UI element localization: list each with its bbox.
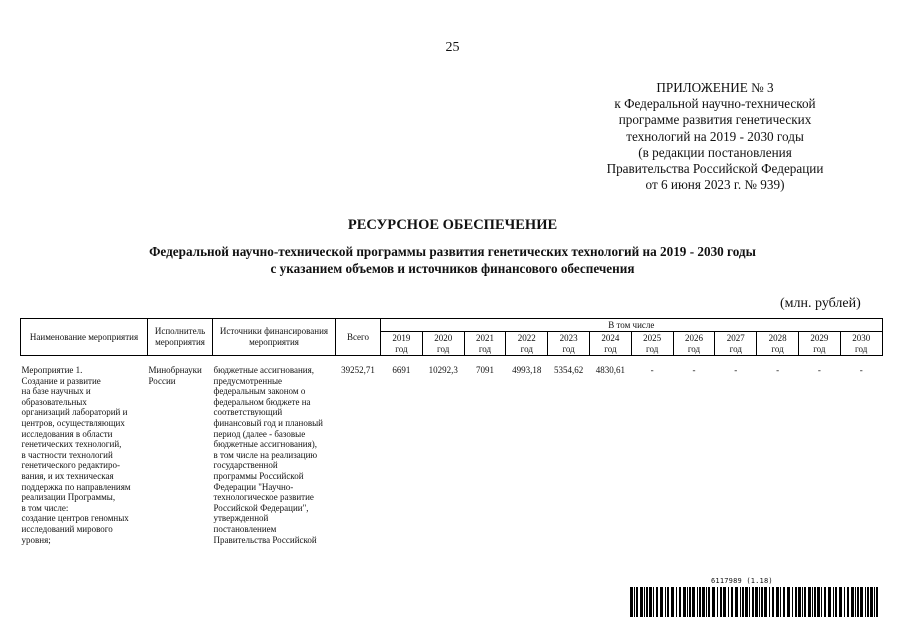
cell-line: Создание и развитие: [21, 375, 101, 386]
source-cell: [213, 356, 336, 546]
appendix-line: (в редакции постановления: [638, 144, 792, 160]
header-source: Источники финансирования мероприятия: [213, 319, 336, 356]
year-header: [506, 332, 548, 356]
year-value: 6691: [392, 365, 411, 375]
year-value: -: [817, 365, 821, 375]
cell-line: Минобрнауки: [148, 365, 202, 375]
year-label: 2023: [559, 332, 578, 343]
year-value: -: [859, 365, 863, 375]
cell-line: государственной: [213, 460, 278, 471]
year-word: год: [437, 343, 450, 354]
cell-line: вания, и их техническая: [21, 470, 114, 481]
cell-line: соответствующий: [213, 407, 283, 418]
year-label: 2026: [684, 332, 703, 343]
cell-line: реализации Программы,: [21, 492, 116, 503]
year-word: год: [562, 343, 575, 354]
cell-line: генетических технологий,: [21, 439, 122, 450]
document-title: РЕСУРСНОЕ ОБЕСПЕЧЕНИЕ: [347, 217, 558, 233]
appendix-line: от 6 июня 2023 г. № 939): [645, 177, 785, 193]
year-word: год: [687, 343, 701, 354]
cell-line: поддержка по направлениям: [21, 481, 131, 492]
year-word: год: [646, 343, 659, 354]
year-word: год: [604, 343, 617, 354]
year-value: -: [734, 365, 738, 375]
appendix-line: к Федеральной научно-технической: [614, 96, 816, 112]
year-header: [757, 332, 799, 356]
year-word: год: [771, 343, 784, 354]
year-label: 2020: [434, 332, 453, 343]
page-number: 25: [445, 40, 460, 55]
year-label: 2022: [517, 332, 536, 343]
cell-line: в частности технологий: [21, 449, 113, 460]
cell-line: бюджетные ассигнования),: [213, 439, 318, 450]
document-subtitle: [0, 243, 905, 277]
year-label: 2025: [643, 332, 662, 343]
cell-line: период (далее - базовые: [213, 428, 306, 439]
cell-line: Правительства Российской: [213, 534, 317, 545]
header-executor: Исполнитель мероприятия: [148, 319, 213, 356]
year-header: [798, 332, 840, 356]
cell-line: утвержденной: [213, 513, 269, 524]
measure-cell: [21, 356, 148, 546]
year-header: [673, 332, 715, 356]
year-header: [840, 332, 882, 356]
year-word: год: [520, 343, 533, 354]
appendix-line: программе развития генетических: [618, 112, 812, 128]
year-header: [381, 332, 423, 356]
cell-line: Федерации "Научно-: [213, 481, 294, 492]
total-value: 39252,71: [341, 365, 375, 375]
subtitle-line-2: с указанием объемов и источников финансового обеспечения: [270, 261, 635, 276]
cell-line: Российской Федерации",: [213, 502, 309, 513]
year-word: год: [395, 343, 408, 354]
year-word: год: [478, 343, 492, 354]
cell-line: в том числе:: [21, 502, 69, 513]
year-value: 5354,62: [553, 365, 584, 375]
header-measure: Наименование мероприятия: [21, 319, 148, 356]
year-value: 10292,3: [428, 365, 458, 375]
cell-line: бюджетные ассигнования,: [213, 365, 315, 375]
year-header: [715, 332, 757, 356]
appendix-line: Правительства Российской Федерации: [606, 161, 824, 177]
year-value: 4993,18: [512, 365, 542, 375]
year-header: [589, 332, 631, 356]
year-label: 2024: [601, 332, 620, 343]
cell-line: исследования в области: [21, 428, 113, 439]
year-header: [422, 332, 464, 356]
cell-line: предусмотренные: [213, 375, 283, 386]
year-label: 2027: [726, 332, 745, 343]
appendix-note: [570, 80, 860, 193]
year-label: 2029: [810, 332, 829, 343]
header-total: Всего: [336, 319, 381, 356]
executor-cell: [148, 356, 213, 546]
header-including: В том числе: [381, 319, 883, 332]
cell-line: постановлением: [213, 523, 277, 534]
cell-line: России: [148, 375, 176, 386]
year-header: [464, 332, 506, 356]
cell-line: программы Российской: [213, 470, 304, 481]
cell-line: федеральном бюджете на: [213, 396, 311, 407]
year-label: 2019: [392, 332, 411, 343]
cell-line: создание центров геномных: [21, 513, 129, 524]
barcode-number: 6117989 (1.18): [711, 577, 773, 585]
cell-line: центров, осуществляющих: [21, 417, 125, 428]
year-header: [548, 332, 590, 356]
year-value: 7091: [475, 365, 494, 375]
year-word: год: [813, 343, 826, 354]
subtitle-line-1: Федеральной научно-технической программы развития генетических технологий на 2019 - 2030 годы: [149, 244, 756, 259]
appendix-line: технологий на 2019 - 2030 годы: [626, 128, 804, 144]
cell-line: в том числе на реализацию: [213, 449, 318, 460]
cell-line: Мероприятие 1.: [21, 365, 83, 375]
cell-line: организаций лабораторий и: [21, 407, 128, 418]
year-word: год: [729, 343, 742, 354]
year-value: 4830,61: [595, 365, 625, 375]
cell-line: генетического редактиро-: [21, 460, 120, 471]
year-value: -: [692, 365, 696, 375]
cell-line: технологическое развитие: [213, 492, 314, 503]
year-label: 2030: [852, 332, 871, 343]
year-label: 2028: [768, 332, 787, 343]
cell-line: исследований мирового: [21, 523, 113, 534]
resource-table: [20, 318, 883, 545]
year-label: 2021: [475, 332, 494, 343]
year-word: год: [855, 343, 868, 354]
cell-line: федеральным законом о: [213, 386, 306, 397]
table-row: [21, 356, 883, 546]
year-value: -: [776, 365, 780, 375]
barcode-image: [630, 587, 878, 617]
cell-line: образовательных: [21, 396, 87, 407]
year-value: -: [650, 365, 654, 375]
cell-line: на базе научных и: [21, 386, 91, 397]
cell-line: уровня;: [21, 534, 51, 545]
cell-line: финансовый год и плановый: [213, 417, 323, 428]
year-header: [631, 332, 673, 356]
appendix-line: ПРИЛОЖЕНИЕ № 3: [656, 80, 774, 95]
units-label: (млн. рублей): [780, 296, 861, 311]
